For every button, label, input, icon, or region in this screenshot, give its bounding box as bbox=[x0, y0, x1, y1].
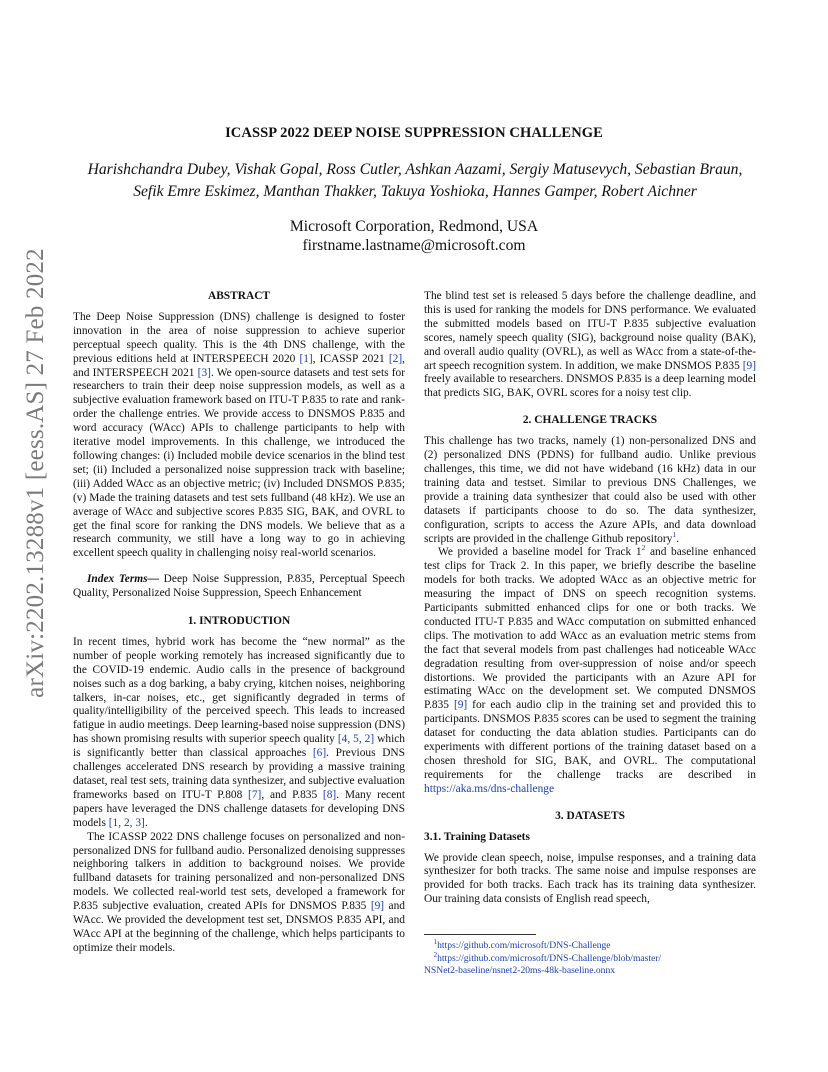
citation-link[interactable]: [9] bbox=[453, 699, 468, 712]
footnote-1-mark: 1 bbox=[433, 937, 438, 946]
introduction-heading: 1. INTRODUCTION bbox=[187, 615, 291, 628]
right-column bbox=[424, 290, 756, 907]
author-list bbox=[60, 159, 770, 202]
intro-paragraph-3: The blind test set is released 5 days before the challenge deadline, and this is used for ranking the models for DNS performance. We evaluated the submitted models based on ITU-T P.835 subjective evaluation scores, namely speech quality (SIG), background noise quality (BAK), and overall audio quality (OVRL), as well as WAcc from a state-of-the-art speech recognition system. In addition, we make DNSMOS P.835 [9] freely available to researchers. DNSMOS P.835 is a deep learning model that predicts SIG, BAK, OVRL scores for a noisy test clip. bbox=[424, 290, 756, 400]
authors-line-1: Harishchandra Dubey, Vishak Gopal, Ross Cutler, Ashkan Aazami, Sergiy Matusevych, Sebastian Braun, bbox=[87, 161, 743, 178]
citation-link[interactable]: [1] bbox=[299, 352, 313, 365]
challenge-tracks-heading: 2. CHALLENGE TRACKS bbox=[522, 414, 658, 427]
paper-title: ICASSP 2022 DEEP NOISE SUPPRESSION CHALLENGE bbox=[225, 125, 603, 141]
citation-link[interactable]: [1, 2, 3] bbox=[108, 816, 145, 829]
citation-link[interactable]: [6] bbox=[312, 747, 327, 760]
citation-link[interactable]: [4, 5, 2] bbox=[337, 733, 375, 746]
intro-paragraph-2: The ICASSP 2022 DNS challenge focuses on personalized and non-personalized DNS for fullband audio. Personalized denoising suppresses neighboring talkers in addition to background noises. We provide fullband datasets for training personalized and non-personalized DNS models. We collected real-world test sets, developed a framework for P.835 subjective evaluation, created APIs for DNSMOS P.835 [9] and WAcc. We provided the development test set, DNSMOS P.835 API, and WAcc API at the beginning of the challenge, which helps participants to optimize their models. bbox=[73, 830, 405, 954]
citation-link[interactable]: [8] bbox=[322, 788, 337, 801]
footnote-ref[interactable]: 2 bbox=[641, 543, 646, 553]
footnote-2-mark: 2 bbox=[433, 950, 438, 959]
abstract-heading: ABSTRACT bbox=[207, 290, 271, 302]
challenge-url-link[interactable]: https://aka.ms/dns-challenge bbox=[424, 782, 555, 795]
index-terms-label: Index Terms— bbox=[87, 573, 159, 586]
citation-link[interactable]: [9] bbox=[370, 900, 385, 913]
footnote-1-link[interactable]: https://github.com/microsoft/DNS-Challenge bbox=[437, 940, 611, 951]
contact-email: firstname.lastname@microsoft.com bbox=[302, 237, 526, 254]
tracks-paragraph-2: We provided a baseline model for Track 1$^2$ and baseline enhanced test clips for Track 2. In this paper, we briefly describe the baseline models for both tracks. We adopted WAcc as an objective metric for measuring the impact of DNS on speech recognition systems. Participants submitted enhanced clips for one or both tracks. We conducted ITU-T P.835 and WAcc computation on submitted enhanced clips. The motivation to add WAcc as an evaluation metric stems from the fact that several models from past challenges had noticeable WAcc degradation resulting from over-suppression of noise and/or speech distortions. We provided the participants with an Azure API for estimating WAcc on the development set. We computed DNSMOS P.835 [9] for each audio clip in the training set and provided this to participants. DNSMOS P.835 scores can be used to segment the training dataset for conducting the data ablation studies. Participants can do experiments with different portions of the training dataset based on a chosen threshold for SIG, BAK, and OVRL. The computational requirements for the challenge tracks are described in https://aka.ms/dns-challenge bbox=[424, 543, 756, 795]
index-terms: Index Terms— Deep Noise Suppression, P.835, Perceptual Speech Quality, Personalized Noise Suppression, Speech Enhancement bbox=[73, 573, 405, 600]
citation-link[interactable]: [3] bbox=[197, 366, 211, 379]
footnote-2-link-part-2[interactable]: NSNet2-baseline/nsnet2-20ms-48k-baseline.onnx bbox=[424, 965, 616, 977]
footnote-1 bbox=[424, 937, 764, 952]
citation-link[interactable]: [2] bbox=[388, 352, 403, 365]
affiliation: Microsoft Corporation, Redmond, USA bbox=[289, 218, 539, 235]
left-column bbox=[73, 290, 405, 956]
arxiv-sidebar-stamp bbox=[10, 248, 62, 698]
footnote-2-link-part-1[interactable]: https://github.com/microsoft/DNS-Challenge/blob/master/ bbox=[437, 953, 662, 964]
citation-link[interactable]: [7] bbox=[248, 788, 262, 801]
footnote-2 bbox=[424, 950, 764, 978]
affiliation-block bbox=[0, 217, 828, 255]
citation-link[interactable]: [9] bbox=[742, 359, 756, 372]
datasets-heading: 3. DATASETS bbox=[555, 809, 625, 822]
tracks-paragraph-1: This challenge has two tracks, namely (1) non-personalized DNS and (2) personalized DNS (PDNS) for fullband audio. Unlike previous challenges, this time, we did not have wideband (16 kHz) data in our training data and testset. Similar to previous DNS Challenges, we provide a training data synthesizer that could also be used with other datasets if participants choose to do so. The data synthesizer, configuration, scripts to access the Azure APIs, and data download scripts are provided in the challenge Github repository$^1$. bbox=[424, 435, 756, 545]
footnote-ref[interactable]: 1 bbox=[672, 529, 677, 539]
arxiv-id: arXiv:2202.13288v1 [eess.AS] 27 Feb 2022 bbox=[22, 248, 49, 698]
footnote-divider bbox=[424, 934, 536, 935]
training-datasets-subheading: 3.1. Training Datasets bbox=[424, 830, 530, 843]
abstract-text: The Deep Noise Suppression (DNS) challenge is designed to foster innovation in the area of noise suppression to achieve superior perceptual speech quality. This is the 4th DNS challenge, with the previous editions held at INTERSPEECH 2020 [1], ICASSP 2021 [2], and INTERSPEECH 2021 [3]. We open-source datasets and test sets for researchers to train their deep noise suppression models, as well as a subjective evaluation framework based on ITU-T P.835 to rate and rank-order the challenge entries. We provide access to DNSMOS P.835 and word accuracy (WAcc) APIs to challenge participants to help with iterative model improvements. In this challenge, we introduced the following changes: (i) Included mobile device scenarios in the blind test set; (ii) Included a personalized noise suppression track with baseline; (iii) Added WAcc as an objective metric; (iv) Included DNSMOS P.835; (v) Made the training datasets and test sets fullband (48 kHz). We use an average of WAcc and subjective scores P.835 SIG, BAK, and OVRL to get the final score for ranking the DNS models. We believe that as a research community, we still have a long way to go in achieving excellent speech quality in challenging noisy real-world scenarios. bbox=[73, 310, 406, 560]
intro-paragraph-1: In recent times, hybrid work has become the “new normal” as the number of people working remotely has increased significantly due to the COVID-19 endemic. Audio calls in the presence of background noises such as a dog barking, a baby crying, kitchen noises, neighboring talkers, in-car noises, etc., get significantly degraded in terms of quality/intelligibility of the perceived speech. This leads to increased fatigue in audio meetings. Deep learning-based noise suppression (DNS) has shown promising results with superior speech quality [4, 5, 2] which is significantly better than classical approaches [6]. Previous DNS challenges accelerated DNS research by providing a massive training dataset, real test sets, training data synthesizer, and subjective evaluation frameworks based on ITU-T P.808 [7], and P.835 [8]. Many recent papers have leveraged the DNS challenge datasets for developing DNS models [1, 2, 3]. bbox=[73, 635, 405, 829]
datasets-paragraph-1: We provide clean speech, noise, impulse responses, and a training data synthesizer for both tracks. The same noise and impulse responses are provided for both tracks. Each track has its training data synthesizer. Our training data consists of English read speech, bbox=[424, 851, 756, 906]
authors-line-2: Sefik Emre Eskimez, Manthan Thakker, Takuya Yoshioka, Hannes Gamper, Robert Aichner bbox=[133, 182, 697, 200]
